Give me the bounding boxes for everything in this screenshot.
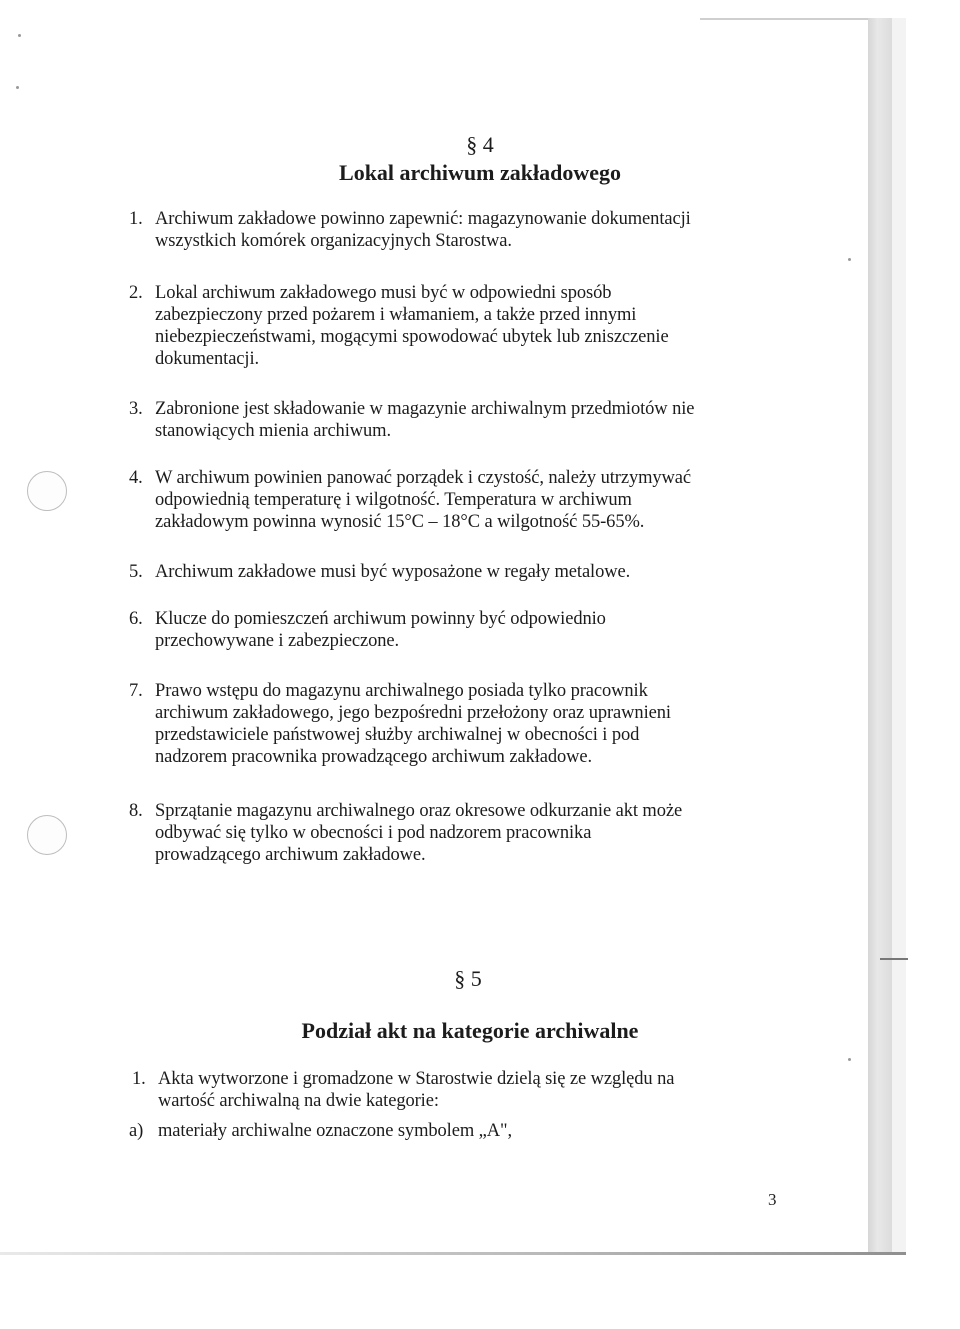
- item-number: 2.: [129, 283, 143, 303]
- item-line: Prawo wstępu do magazynu archiwalnego posiada tylko pracownik: [155, 681, 648, 701]
- item-line: wartość archiwalną na dwie kategorie:: [158, 1091, 439, 1111]
- section-4-title: Lokal archiwum zakładowego: [339, 160, 621, 185]
- item-line: materiały archiwalne oznaczone symbolem „A",: [158, 1121, 512, 1141]
- item-number: 4.: [129, 468, 143, 488]
- item-line: Sprzątanie magazynu archiwalnego oraz okresowe odkurzanie akt może: [155, 801, 683, 821]
- section-4-symbol: § 4: [466, 132, 494, 157]
- item-number: 6.: [129, 609, 143, 629]
- item-line: Zabronione jest składowanie w magazynie archiwalnym przedmiotów nie: [155, 399, 695, 419]
- item-line: przedstawiciele państwowej służby archiwalnej w obecności i pod: [155, 725, 640, 745]
- page-number: 3: [768, 1190, 777, 1209]
- item-line: Akta wytworzone i gromadzone w Starostwie dzielą się ze względu na: [158, 1069, 675, 1089]
- scan-speck: [18, 34, 21, 37]
- scan-edge-shadow: [868, 18, 892, 1253]
- item-line: Archiwum zakładowe musi być wyposażone w regały metalowe.: [155, 562, 631, 582]
- item-line: zakładowym powinna wynosić 15°C – 18°C a wilgotność 55-65%.: [155, 512, 645, 532]
- scan-speck: [848, 1058, 851, 1061]
- scan-artifact-bottom: [0, 1252, 906, 1255]
- scan-edge-margin: [892, 18, 906, 1253]
- item-number: 1.: [129, 209, 143, 229]
- item-number: 7.: [129, 681, 143, 701]
- item-line: odbywać się tylko w obecności i pod nadzorem pracownika: [155, 823, 592, 843]
- item-line: Klucze do pomieszczeń archiwum powinny być odpowiednio: [155, 609, 606, 629]
- item-line: archiwum zakładowego, jego bezpośredni przełożony oraz uprawnieni: [155, 703, 671, 723]
- item-line: wszystkich komórek organizacyjnych Starostwa.: [155, 231, 512, 251]
- item-line: nadzorem pracownika prowadzącego archiwum zakładowe.: [155, 747, 593, 767]
- item-line: prowadzącego archiwum zakładowe.: [155, 845, 426, 865]
- scan-artifact-top: [700, 18, 870, 20]
- scan-speck: [16, 86, 19, 89]
- punch-hole-top: [27, 471, 67, 511]
- item-number: 1.: [132, 1069, 146, 1089]
- item-line: niebezpieczeństwami, mogącymi spowodować ubytek lub zniszczenie: [155, 327, 669, 347]
- item-line: Lokal archiwum zakładowego musi być w odpowiedni sposób: [155, 283, 612, 303]
- item-line: zabezpieczony przed pożarem i włamaniem, a także przed innymi: [155, 305, 637, 325]
- item-number: 3.: [129, 399, 143, 419]
- item-number: 5.: [129, 562, 143, 582]
- scan-speck: [848, 258, 851, 261]
- item-line: W archiwum powinien panować porządek i czystość, należy utrzymywać: [155, 468, 692, 488]
- item-line: Archiwum zakładowe powinno zapewnić: magazynowanie dokumentacji: [155, 209, 691, 229]
- scan-artifact-mark: [880, 958, 908, 960]
- item-letter: a): [129, 1121, 144, 1141]
- section-5-title: Podział akt na kategorie archiwalne: [301, 1018, 639, 1043]
- section-5-symbol: § 5: [454, 966, 482, 991]
- punch-hole-bottom: [27, 815, 67, 855]
- item-line: stanowiących mienia archiwum.: [155, 421, 391, 441]
- item-line: odpowiednią temperaturę i wilgotność. Temperatura w archiwum: [155, 490, 632, 510]
- item-line: dokumentacji.: [155, 349, 260, 369]
- item-number: 8.: [129, 801, 143, 821]
- item-line: przechowywane i zabezpieczone.: [155, 631, 400, 651]
